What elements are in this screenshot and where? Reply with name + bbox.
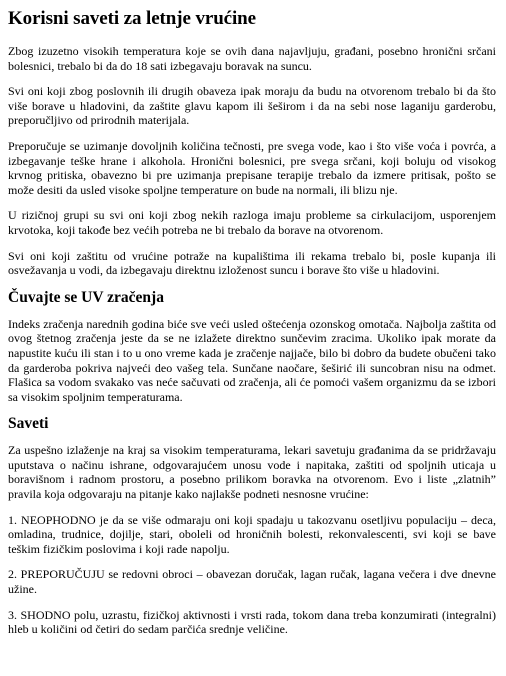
- page-title: Korisni saveti za letnje vrućine: [8, 8, 256, 29]
- list-item-rule-2: 2. PREPORUČUJU se redovni obroci – obavezan doručak, lagan ručak, lagana večera i dve dnevne užine.: [8, 567, 496, 597]
- section-heading-saveti: Saveti: [8, 415, 49, 433]
- paragraph-intro-3: Preporučuje se uzimanje dovoljnih količina tečnosti, pre svega vode, kao i što više voća i povrća, a izbegavanje teške hrane i alkohola. Hronični bolesnici, pre svega srčani, koji boluju od visokog krvnog pritiska, obavezno bi pre uzimanja prepisane terapije trebalo da izmere pritisak, pošto se može desiti da usled visoke spoljne temperature on bude na normali, ili blizu nje.: [8, 138, 496, 197]
- paragraph-intro-1: Zbog izuzetno visokih temperatura koje se ovih dana najavljuju, građani, posebno hronični srčani bolesnici, trebalo bi da do 18 sati izbegavaju boravak na suncu.: [8, 44, 496, 73]
- list-item-rule-3: 3. SHODNO polu, uzrastu, fizičkoj aktivnosti i vrsti rada, tokom dana treba konzumirati (integralni) hleb u količini od četiri do sedam parčića srednje veličine.: [8, 607, 496, 637]
- paragraph-intro-4: U rizičnoj grupi su svi oni koji zbog nekih razloga imaju probleme sa cirkulacijom, usporenjem krvotoka, koji takođe bez većih potreba ne bi trebalo da borave na otvorenom.: [8, 208, 496, 237]
- paragraph-uv: Indeks zračenja narednih godina biće sve veći usled oštećenja ozonskog omotača. Najbolja zaštita od ovog štetnog zračenja jeste da se ne izlažete direktno sunčevim zracima. Ukoliko ipak morate da napustite kuću ili stan i to u ono vreme kada je zračenje najjače, bilo bi dobro da budete obučeni tako da garderoba pokriva najveći deo vašeg tela. Sunčane naočare, šeširić ili suncobran nisu na odmet. Flašica sa vodom svakako vas neće sačuvati od zračenja, ali će pomoći vašem organizmu da se izbori sa visokim spoljnim temperaturama.: [8, 316, 496, 404]
- section-heading-uv: Čuvajte se UV zračenja: [8, 288, 164, 306]
- paragraph-saveti-intro: Za uspešno izlaženje na kraj sa visokim temperaturama, lekari savetuju građanima da se pridržavaju uputstava o načinu ishrane, odgovarajućem unosu vode i napitaka, zaštiti od spoljnih uticaja u boravišnom i radnom prostoru, a posebno prilikom boravka na otvorenom. Evo i liste „zlatnih” pravila koja odgovaraju na pitanje kako najlakše podneti nesnosne vrućine:: [8, 443, 496, 502]
- list-item-rule-1: 1. NEOPHODNO je da se više odmaraju oni koji spadaju u takozvanu osetljivu populaciju – deca, omladina, trudnice, dojilje, stari, oboleli od hroničnih bolesti, rekonvalescenti, svi koji se bave teškim fizičkim poslovima i koji rade napolju.: [8, 512, 496, 556]
- paragraph-intro-5: Svi oni koji zaštitu od vrućine potraže na kupalištima ili rekama trebalo bi, posle kupanja ili osvežavanja u vodi, da izbegavaju direktnu izloženost suncu i borave što više u hladovini.: [8, 248, 496, 278]
- paragraph-intro-2: Svi oni koji zbog poslovnih ili drugih obaveza ipak moraju da budu na otvorenom trebalo bi da što više borave u hladovini, da zaštite glavu kapom ili šeširom i da na sebi nose laganiju garderobu, preporučljivo od prirodnih materijala.: [8, 84, 496, 128]
